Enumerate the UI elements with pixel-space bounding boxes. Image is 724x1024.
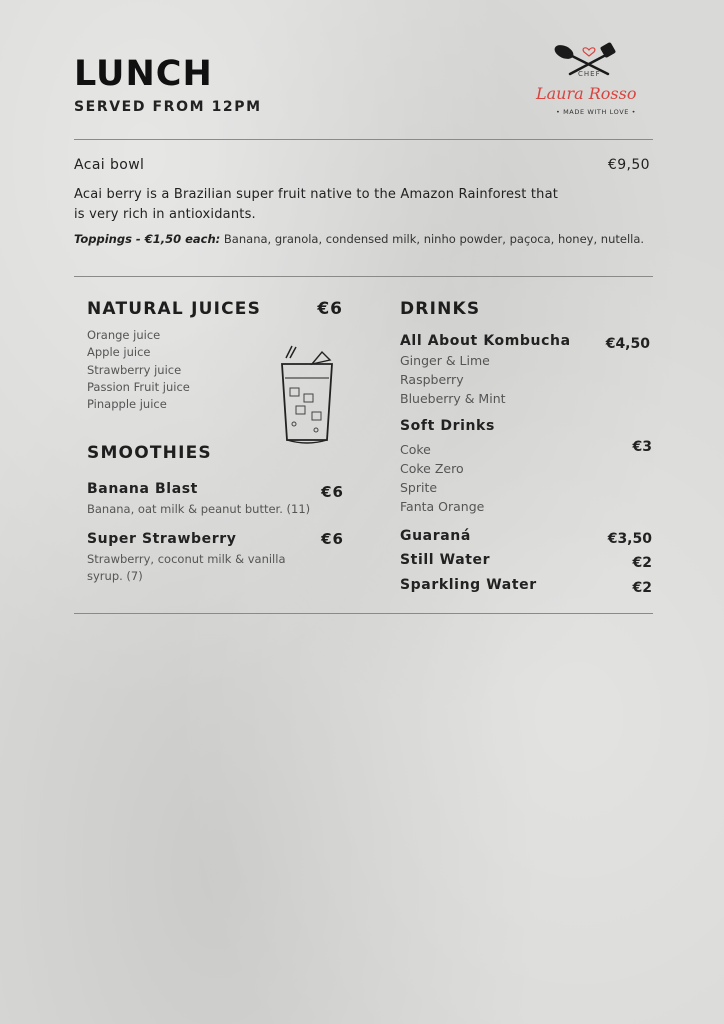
logo-tagline: • MADE WITH LOVE • xyxy=(556,108,637,116)
list-item: Pinapple juice xyxy=(87,397,167,412)
smoothie-description: Banana, oat milk & peanut butter. (11) xyxy=(87,502,311,516)
drinks-heading: DRINKS xyxy=(400,299,481,319)
drink-name: Still Water xyxy=(400,552,491,568)
smoothie-name: Super Strawberry xyxy=(87,531,237,547)
smoothie-price: €6 xyxy=(321,530,344,548)
drink-name: Guaraná xyxy=(400,528,471,544)
kombucha-flavors xyxy=(400,351,506,408)
list-item: Coke xyxy=(400,442,431,457)
list-item: Fanta Orange xyxy=(400,499,485,514)
kombucha-price: €4,50 xyxy=(605,336,650,352)
smoothie-name: Banana Blast xyxy=(87,481,198,497)
list-item: Orange juice xyxy=(87,328,161,342)
smoothie-description-line-1: Strawberry, coconut milk & vanilla xyxy=(87,552,286,566)
divider-bottom xyxy=(74,613,653,614)
list-item: Raspberry xyxy=(400,372,464,387)
smoothie-description-line-2: syrup. (7) xyxy=(87,569,143,583)
page-title: LUNCH xyxy=(74,54,213,94)
list-item: Strawberry juice xyxy=(87,362,182,377)
toppings-list: Banana, granola, condensed milk, ninho powder, paçoca, honey, nutella. xyxy=(223,232,645,246)
acai-description-line-2: is very rich in antioxidants. xyxy=(74,207,256,222)
soft-drinks-list xyxy=(400,440,484,516)
list-item: Blueberry & Mint xyxy=(400,391,506,406)
soft-drinks-price: €3 xyxy=(632,439,652,455)
list-item: Ginger & Lime xyxy=(400,353,490,368)
drink-price: €3,50 xyxy=(607,531,652,547)
chef-logo xyxy=(528,40,650,126)
acai-description-line-1: Acai berry is a Brazilian super fruit native to the Amazon Rainforest that xyxy=(74,187,559,202)
drink-name: Sparkling Water xyxy=(400,577,537,593)
acai-description xyxy=(74,185,634,225)
juices-heading: NATURAL JUICES xyxy=(87,299,262,319)
kombucha-name: All About Kombucha xyxy=(400,333,571,349)
toppings-label: Toppings - €1,50 each: xyxy=(74,232,221,246)
smoothies-heading: SMOOTHIES xyxy=(87,443,212,463)
soft-drinks-name: Soft Drinks xyxy=(400,418,495,434)
divider-middle xyxy=(74,276,653,277)
juice-glass-icon xyxy=(272,344,342,448)
page-subtitle: SERVED FROM 12PM xyxy=(74,99,262,115)
list-item: Coke Zero xyxy=(400,461,464,476)
list-item: Sprite xyxy=(400,480,438,495)
logo-name: Laura Rosso xyxy=(536,84,637,103)
logo-chef-label: CHEF xyxy=(578,70,601,78)
drink-price: €2 xyxy=(632,580,652,596)
acai-toppings xyxy=(74,232,644,246)
smoothie-price: €6 xyxy=(321,483,344,501)
acai-name: Acai bowl xyxy=(74,157,145,173)
list-item: Passion Fruit juice xyxy=(87,379,190,394)
juices-list xyxy=(87,327,190,413)
divider-top xyxy=(74,139,653,140)
smoothie-description xyxy=(87,551,286,585)
drink-price: €2 xyxy=(632,555,652,571)
acai-price: €9,50 xyxy=(607,157,650,173)
juices-price: €6 xyxy=(317,299,343,319)
list-item: Apple juice xyxy=(87,345,151,360)
